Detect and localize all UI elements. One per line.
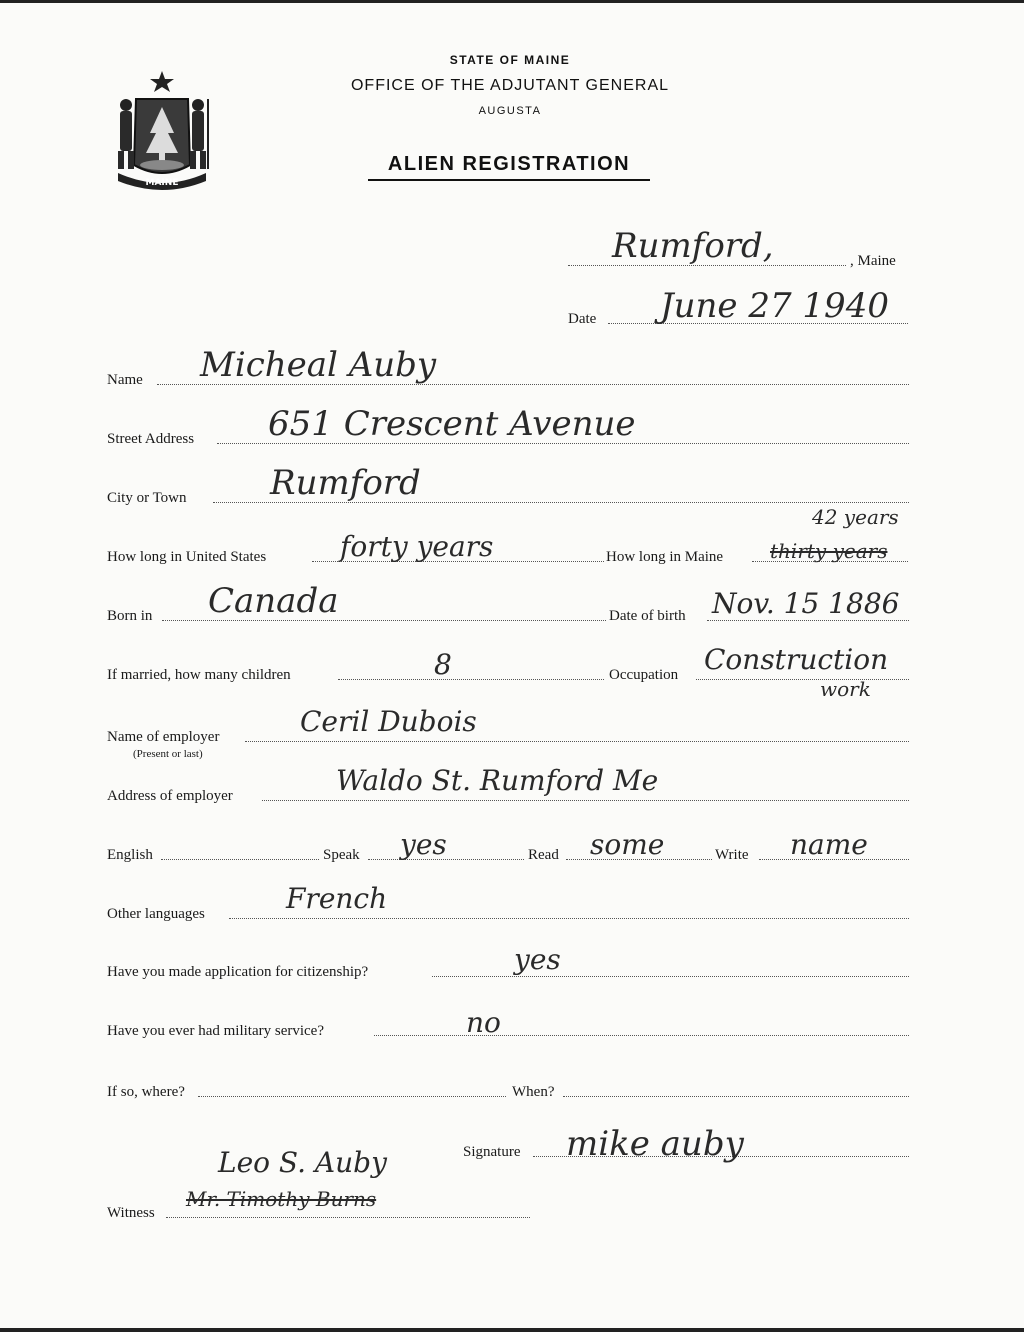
street-value: 651 Crescent Avenue [268,404,636,444]
date-of-birth-line [707,620,909,621]
when-line [563,1096,909,1097]
where-label: If so, where? [107,1084,185,1100]
children-label: If married, how many children [107,667,291,683]
date-of-birth-value: Nov. 15 1886 [712,587,900,620]
occupation-value: Construction [704,643,889,676]
city-label: City or Town [107,490,187,506]
citizenship-line [432,976,909,977]
signature-label: Signature [463,1144,521,1160]
children-value: 8 [434,648,452,681]
state-of-maine-seal [108,69,216,193]
other-languages-label: Other languages [107,906,205,922]
born-in-value: Canada [208,581,339,621]
other-languages-line [229,918,909,919]
name-value: Micheal Auby [200,345,437,385]
citizenship-label: Have you made application for citizenship? [107,964,369,980]
write-value: name [790,828,868,861]
state-heading: STATE OF MAINE [449,53,571,67]
where-line [198,1096,506,1097]
read-value: some [590,828,665,861]
how-long-maine-struck-value: thirty years [770,539,888,563]
employer-address-value: Waldo St. Rumford Me [336,764,659,797]
read-label: Read [528,847,559,863]
employer-label: Name of employer [107,729,220,745]
city-value: Rumford [270,463,421,503]
other-languages-value: French [286,882,388,915]
occupation-label: Occupation [609,667,679,683]
date-label: Date [568,311,597,327]
form-title: ALIEN REGISTRATION [368,153,650,181]
maine-suffix: , Maine [850,253,896,269]
how-long-us-value: forty years [340,530,494,563]
city-heading: AUGUSTA [478,105,542,117]
witness-label: Witness [107,1205,155,1221]
english-label: English [107,847,153,863]
military-value: no [466,1006,501,1039]
write-label: Write [715,847,749,863]
witness-struck-value: Mr. Timothy Burns [186,1187,377,1211]
military-line [374,1035,909,1036]
name-label: Name [107,372,143,388]
date-of-birth-label: Date of birth [609,608,686,624]
signature-value: mike auby [566,1124,744,1164]
witness-value: Leo S. Auby [218,1146,387,1179]
citizenship-value: yes [514,943,561,976]
svg-text:MAINE: MAINE [145,178,179,188]
how-long-maine-label: How long in Maine [606,549,724,565]
employer-address-label: Address of employer [107,788,233,804]
employer-line [245,741,909,742]
employer-address-line [262,800,909,801]
employer-value: Ceril Dubois [300,705,477,738]
speak-value: yes [400,828,447,861]
when-label: When? [512,1084,555,1100]
military-label: Have you ever had military service? [107,1023,324,1039]
children-line [338,679,604,680]
town-value: Rumford, [612,226,774,266]
occupation-line2-value: work [820,677,871,701]
witness-line [166,1217,530,1218]
how-long-maine-correction: 42 years [812,505,899,529]
english-line [161,859,319,860]
born-in-label: Born in [107,608,153,624]
occupation-line [696,679,909,680]
employer-note: (Present or last) [133,748,203,760]
speak-label: Speak [323,847,360,863]
office-heading: OFFICE OF THE ADJUTANT GENERAL [350,77,670,94]
date-value: June 27 1940 [660,286,889,326]
street-label: Street Address [107,431,195,447]
how-long-us-label: How long in United States [107,549,267,565]
